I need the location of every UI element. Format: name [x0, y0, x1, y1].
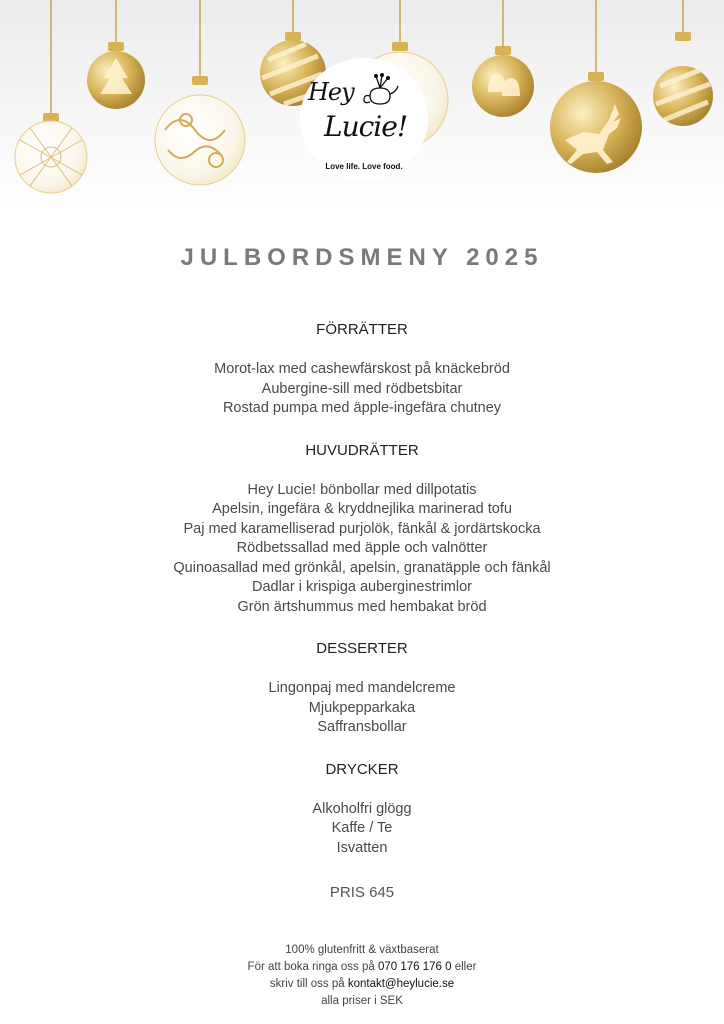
menu-item: Dadlar i krispiga auberginestrimlor: [251, 579, 472, 595]
section-items: [0, 360, 724, 419]
menu-item: Rostad pumpa med äpple-ingefära chutney: [222, 400, 502, 416]
footer-email-line: [0, 976, 724, 993]
section-heading: FÖRRÄTTER: [316, 321, 408, 338]
logo-tagline: Love life. Love food.: [325, 162, 403, 171]
footer: [0, 942, 724, 1010]
email-address: kontakt@heylucie.se: [347, 978, 455, 990]
menu-item: Paj med karamelliserad purjolök, fänkål & jordärtskocka: [183, 520, 541, 537]
menu-item: Rödbetssallad med äpple och valnötter: [236, 540, 488, 556]
footer-glutenfree-note: 100% glutenfritt & växtbaserat: [285, 944, 439, 956]
teapot-flowers-icon: [362, 72, 400, 112]
logo-word-lucie: Lucie!: [324, 110, 408, 143]
menu-item: Hey Lucie! bönbollar med dillpotatis: [247, 481, 477, 498]
page-title: JULBORDSMENY 2025: [180, 244, 544, 271]
footer-booking-prefix: För att boka ringa oss på: [247, 961, 378, 973]
menu-item: Lingonpaj med mandelcreme: [268, 680, 456, 696]
menu-item: Mjukpepparkaka: [308, 699, 416, 716]
menu-item: Alkoholfri glögg: [312, 800, 412, 817]
section-items: [0, 679, 724, 738]
menu-item: Aubergine-sill med rödbetsbitar: [261, 380, 463, 397]
menu-item: Kaffe / Te: [331, 820, 393, 836]
ornament-header: [0, 0, 724, 215]
section-heading: DRYCKER: [325, 760, 399, 778]
footer-booking-suffix: eller: [451, 961, 477, 973]
menu-item: Apelsin, ingefära & kryddnejlika marinerad tofu: [212, 501, 512, 517]
section-items: [0, 481, 724, 618]
menu-list: [0, 318, 724, 901]
logo-word-hey: Hey: [308, 78, 354, 106]
menu-item: Grön ärtshummus med hembakat bröd: [237, 598, 487, 615]
menu-item: Isvatten: [336, 839, 388, 856]
section-items: [0, 800, 724, 859]
hey-lucie-logo: [300, 58, 428, 180]
menu-item: Quinoasallad med grönkål, apelsin, granatäpple och fänkål: [173, 559, 551, 576]
phone-number: 070 176 176 0: [377, 961, 452, 973]
menu-item: Morot-lax med cashewfärskost på knäckebröd: [214, 361, 510, 377]
footer-email-prefix: skriv till oss på: [269, 978, 348, 990]
section-heading: DESSERTER: [316, 640, 408, 657]
price-label: PRIS 645: [329, 884, 395, 901]
footer-currency-note: alla priser i SEK: [321, 995, 403, 1007]
section-heading: HUVUDRÄTTER: [305, 441, 419, 459]
footer-booking-line: [0, 959, 724, 976]
menu-item: Saffransbollar: [317, 719, 407, 735]
